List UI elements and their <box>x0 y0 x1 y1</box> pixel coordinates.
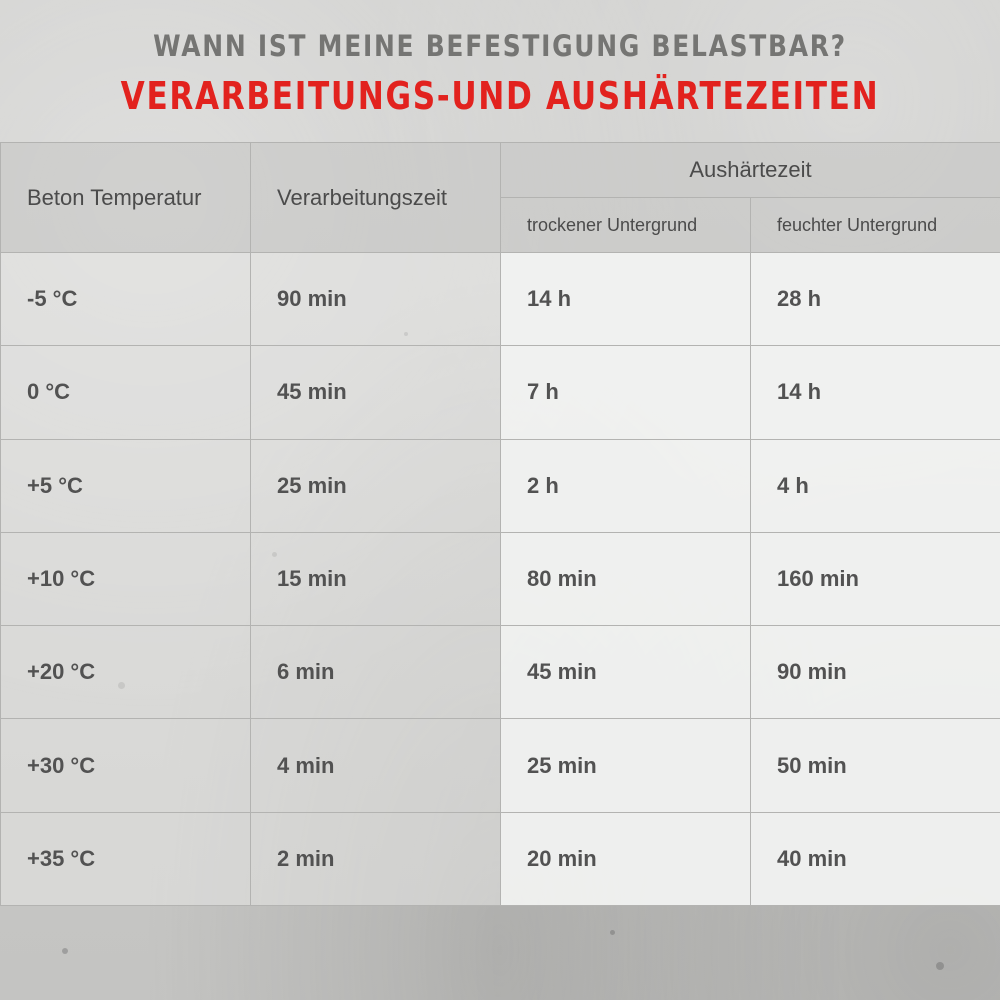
cell-dry-curing: 20 min <box>501 812 751 905</box>
table-row <box>1 719 1000 812</box>
concrete-speck <box>936 962 944 970</box>
cell-processing-time: 4 min <box>251 719 501 812</box>
cell-wet-curing: 28 h <box>751 253 1000 346</box>
column-header-dry-substrate: trockener Untergrund <box>501 198 751 253</box>
cell-dry-curing: 7 h <box>501 346 751 439</box>
cell-dry-curing: 25 min <box>501 719 751 812</box>
cell-temperature: +20 °C <box>1 626 251 719</box>
cell-wet-curing: 160 min <box>751 532 1000 625</box>
column-header-curing-time: Aushärtezeit <box>501 143 1000 198</box>
page-title: WANN IST MEINE BEFESTIGUNG BELASTBAR? <box>153 29 847 63</box>
column-header-wet-substrate: feuchter Untergrund <box>751 198 1000 253</box>
cell-temperature: +5 °C <box>1 439 251 532</box>
cell-wet-curing: 40 min <box>751 812 1000 905</box>
table-row <box>1 812 1000 905</box>
cell-processing-time: 25 min <box>251 439 501 532</box>
cell-processing-time: 6 min <box>251 626 501 719</box>
table-header-row <box>1 143 1000 198</box>
cell-temperature: -5 °C <box>1 253 251 346</box>
cell-processing-time: 45 min <box>251 346 501 439</box>
cell-processing-time: 2 min <box>251 812 501 905</box>
cell-dry-curing: 14 h <box>501 253 751 346</box>
cell-wet-curing: 4 h <box>751 439 1000 532</box>
concrete-speck <box>62 948 68 954</box>
column-header-temperature: Beton Temperatur <box>1 143 251 253</box>
cell-wet-curing: 50 min <box>751 719 1000 812</box>
cell-dry-curing: 45 min <box>501 626 751 719</box>
cell-temperature: +30 °C <box>1 719 251 812</box>
page-subtitle: VERARBEITUNGS-UND AUSHÄRTEZEITEN <box>120 74 880 118</box>
concrete-speck <box>610 930 615 935</box>
header <box>0 0 1000 142</box>
cell-processing-time: 15 min <box>251 532 501 625</box>
cell-dry-curing: 2 h <box>501 439 751 532</box>
cell-wet-curing: 14 h <box>751 346 1000 439</box>
curing-times-table <box>0 142 1000 906</box>
cell-temperature: +35 °C <box>1 812 251 905</box>
column-header-processing-time: Verarbeitungszeit <box>251 143 501 253</box>
table-row <box>1 253 1000 346</box>
cell-dry-curing: 80 min <box>501 532 751 625</box>
table-row <box>1 532 1000 625</box>
table-row <box>1 346 1000 439</box>
cell-temperature: 0 °C <box>1 346 251 439</box>
table-row <box>1 439 1000 532</box>
table-row <box>1 626 1000 719</box>
cell-wet-curing: 90 min <box>751 626 1000 719</box>
cell-processing-time: 90 min <box>251 253 501 346</box>
cell-temperature: +10 °C <box>1 532 251 625</box>
